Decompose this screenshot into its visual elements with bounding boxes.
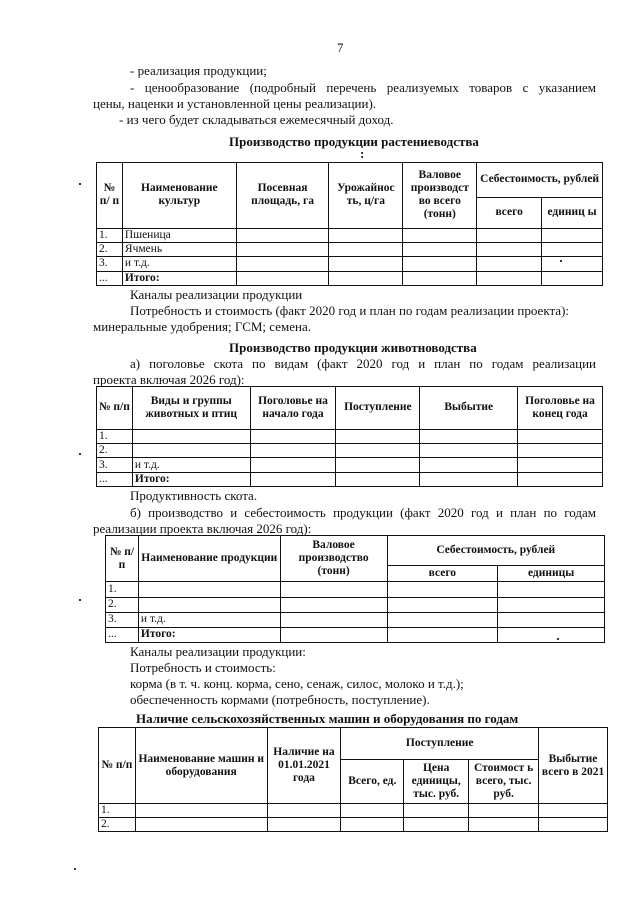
livestock-header-start: Поголовье на начало года	[250, 387, 336, 430]
livestock-header-in: Поступление	[336, 387, 420, 430]
machines-header-in-total: Всего, ед.	[341, 760, 404, 804]
machines-header-in-cost: Стоимост ь всего, тыс. руб.	[469, 760, 539, 804]
livestock-a-line-1: а) поголовье скота по видам (факт 2020 год и план по годам реализации	[130, 356, 596, 371]
table-row	[97, 429, 603, 443]
crop-header-num: № п/ п	[97, 163, 123, 229]
table-row	[97, 444, 603, 458]
scan-speck	[560, 260, 562, 262]
table-row	[106, 582, 605, 597]
row-name: Ячмень	[122, 242, 236, 256]
table-row	[106, 612, 605, 627]
machines-title: Наличие сельскохозяйственных машин и оборудования по годам	[136, 711, 519, 726]
livestock-after-2: Потребность и стоимость:	[130, 660, 276, 675]
crop-header-name: Наименование культур	[122, 163, 236, 229]
product-header-total: всего	[387, 566, 498, 582]
livestock-header-end: Поголовье на конец года	[518, 387, 603, 430]
crop-header-unit: единиц ы	[542, 197, 603, 228]
row-num: 1.	[97, 429, 133, 443]
scan-speck	[79, 599, 81, 601]
table-row	[106, 597, 605, 612]
livestock-title: Производство продукции животноводства	[229, 340, 477, 355]
row-name: и т.д.	[132, 458, 250, 472]
crop-title-colon: :	[360, 146, 365, 161]
livestock-after-4: обеспеченность кормами (потребность, поступление).	[130, 692, 430, 707]
table-row	[97, 458, 603, 472]
machines-header-num: № п/п	[99, 728, 136, 804]
crop-title: Производство продукции растениеводства	[229, 134, 479, 149]
intro-line-4: - из чего будет складываться ежемесячный доход.	[119, 112, 394, 127]
row-name: Итого:	[122, 271, 236, 285]
row-num: 1.	[97, 228, 123, 242]
product-header-unit: единицы	[498, 566, 605, 582]
crop-table	[96, 162, 603, 286]
product-header-cost: Себестоимость, рублей	[387, 536, 604, 566]
scan-speck	[79, 183, 81, 185]
row-num: 2.	[99, 818, 136, 832]
row-num: 2.	[97, 444, 133, 458]
table-row	[106, 627, 605, 642]
row-num: 3.	[97, 257, 123, 271]
row-name	[138, 597, 280, 612]
table-row	[97, 257, 603, 271]
intro-line-1: - реализация продукции;	[130, 63, 267, 78]
table-row	[97, 228, 603, 242]
crop-after-1: Каналы реализации продукции	[130, 287, 303, 302]
row-num: ...	[97, 271, 123, 285]
machines-header-avail: Наличие на 01.01.2021 года	[267, 728, 341, 804]
machines-table	[98, 727, 608, 832]
livestock-header-num: № п/п	[97, 387, 133, 430]
crop-header-gross: Валовое производст во всего (тонн)	[403, 163, 477, 229]
machines-header-in: Поступление	[341, 728, 539, 760]
crop-header-yield: Урожайнос ть, ц/га	[329, 163, 403, 229]
machines-header-out: Выбытие всего в 2021	[539, 728, 608, 804]
row-num: 3.	[106, 612, 139, 627]
livestock-b-line-1: б) производство и себестоимость продукции (факт 2020 год и план по годам	[130, 505, 596, 520]
scan-speck	[557, 638, 559, 640]
table-row	[97, 242, 603, 256]
livestock-header-type: Виды и группы животных и птиц	[132, 387, 250, 430]
row-num: 3.	[97, 458, 133, 472]
machines-header-name: Наименование машин и оборудования	[135, 728, 267, 804]
row-name	[132, 429, 250, 443]
crop-after-3: минеральные удобрения; ГСМ; семена.	[93, 319, 311, 334]
machines-header-in-price: Цена единицы, тыс. руб.	[404, 760, 469, 804]
livestock-after-3: корма (в т. ч. конц. корма, сено, сенаж, силос, молоко и т.д.);	[130, 676, 464, 691]
livestock-after-1: Каналы реализации продукции:	[130, 644, 306, 659]
crop-header-total: всего	[477, 197, 542, 228]
table-row	[97, 271, 603, 285]
row-num: ...	[106, 627, 139, 642]
row-name: Итого:	[132, 472, 250, 486]
product-header-gross: Валовое производство (тонн)	[280, 536, 387, 582]
livestock-productivity: Продуктивность скота.	[130, 488, 258, 503]
livestock-a-line-2: проекта включая 2026 год):	[93, 372, 245, 387]
page-number: 7	[337, 40, 344, 55]
row-name	[138, 582, 280, 597]
table-row	[99, 804, 608, 818]
livestock-b-line-2: реализации проекта включая 2026 год):	[93, 521, 312, 536]
row-num: 1.	[99, 804, 136, 818]
scan-speck	[79, 453, 81, 455]
row-num: 2.	[106, 597, 139, 612]
row-name: и т.д.	[138, 612, 280, 627]
intro-line-2: - ценообразование (подробный перечень реализуемых товаров с указанием	[130, 80, 596, 95]
product-header-name: Наименование продукции	[138, 536, 280, 582]
crop-header-cost: Себестоимость, рублей	[477, 163, 603, 198]
livestock-table	[96, 386, 603, 487]
crop-after-2: Потребность и стоимость (факт 2020 год и план по годам реализации проекта):	[130, 303, 570, 318]
row-name	[132, 444, 250, 458]
row-name: Пшеница	[122, 228, 236, 242]
row-num: 2.	[97, 242, 123, 256]
scan-speck	[74, 868, 76, 870]
row-num: ...	[97, 472, 133, 486]
livestock-product-table	[105, 535, 605, 643]
row-name: и т.д.	[122, 257, 236, 271]
table-row	[97, 472, 603, 486]
row-num: 1.	[106, 582, 139, 597]
table-row	[99, 818, 608, 832]
row-name: Итого:	[138, 627, 280, 642]
intro-line-3: цены, наценки и установленной цены реализации).	[93, 96, 377, 111]
product-header-num: № п/п	[106, 536, 139, 582]
livestock-header-out: Выбытие	[420, 387, 518, 430]
crop-header-area: Посевная площадь, га	[236, 163, 329, 229]
